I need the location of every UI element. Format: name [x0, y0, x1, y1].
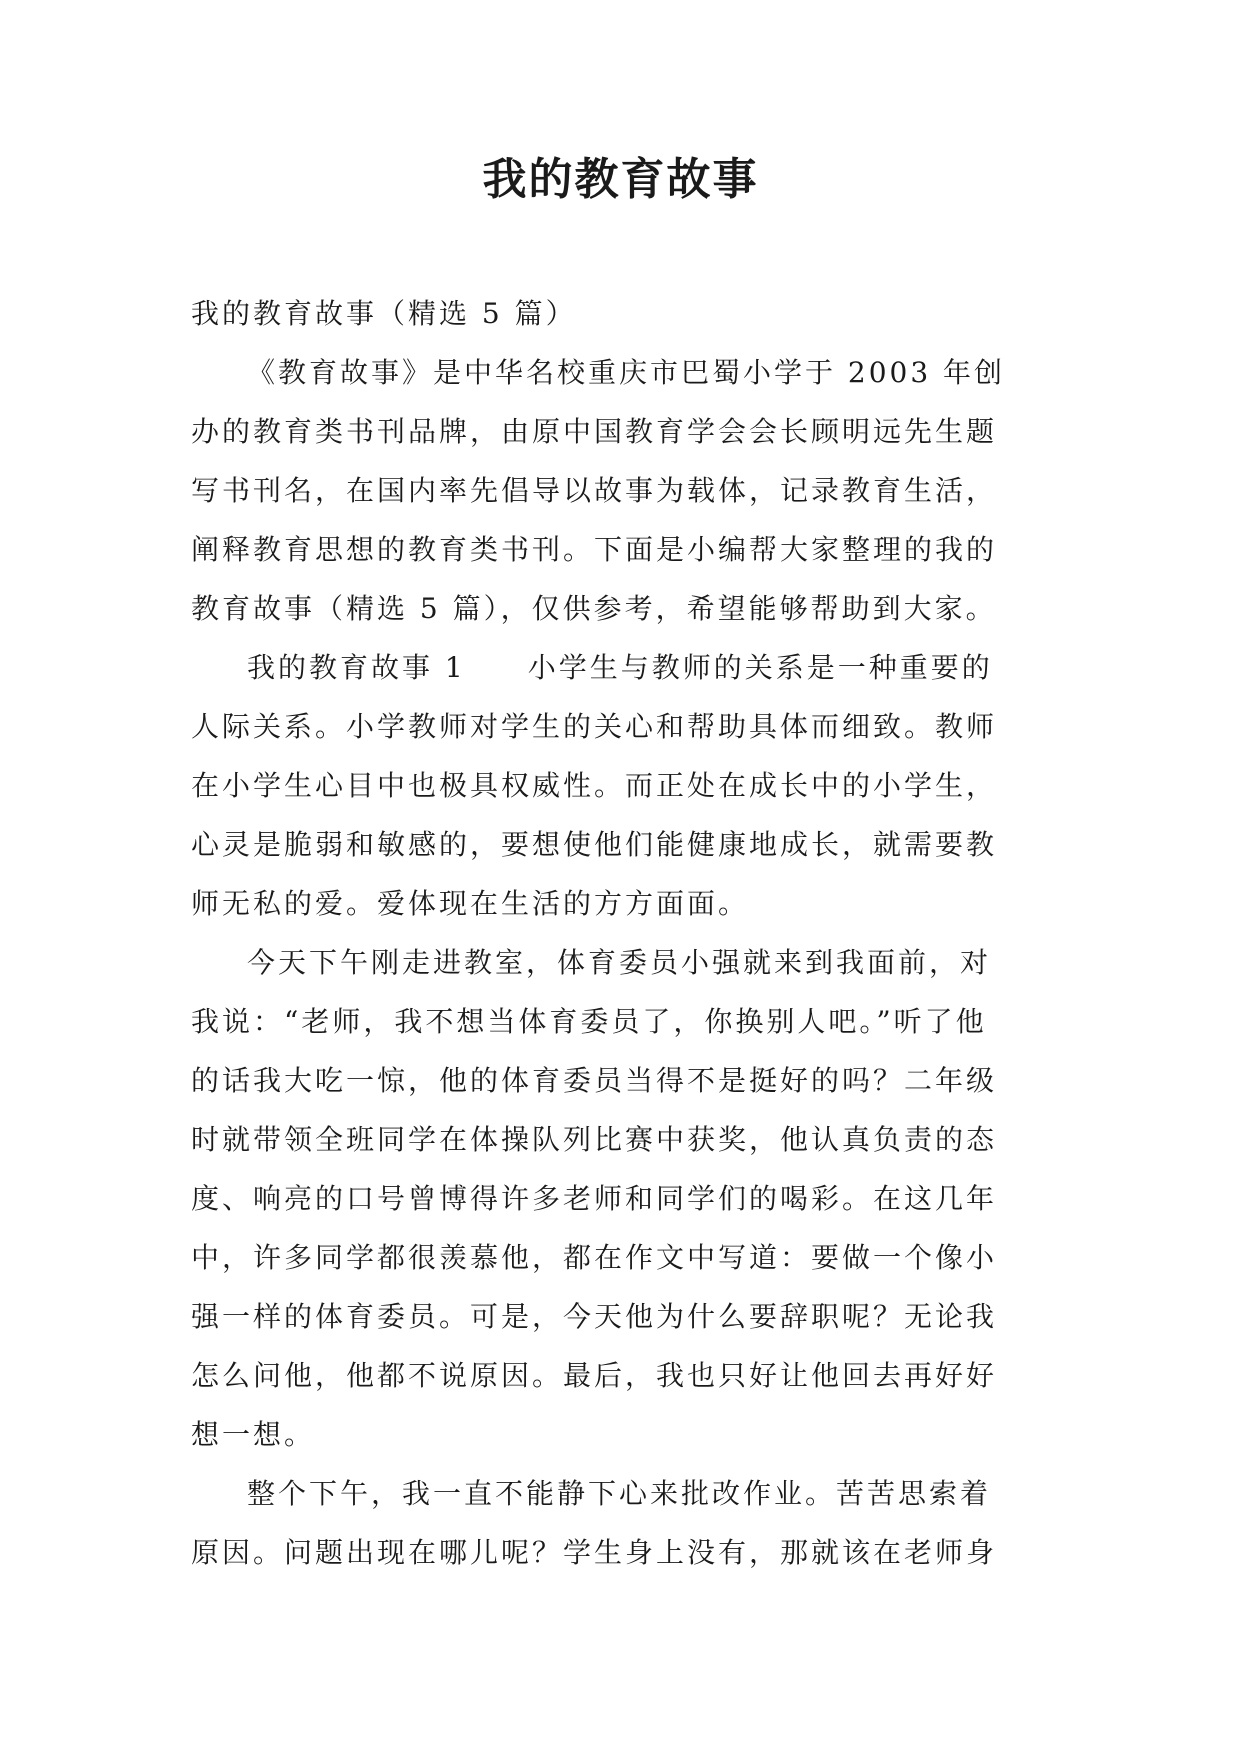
paragraph-line: 《教育故事》是中华名校重庆市巴蜀小学于 2003 年创: [247, 356, 1006, 389]
subtitle-line: 我的教育故事（精选 5 篇）: [191, 297, 577, 330]
paragraph-line: 阐释教育思想的教育类书刊。下面是小编帮大家整理的我的: [191, 533, 998, 566]
paragraph-line: 今天下午刚走进教室，体育委员小强就来到我面前，对: [247, 946, 992, 979]
paragraph-line: 的话我大吃一惊，他的体育委员当得不是挺好的吗？二年级: [191, 1064, 998, 1097]
paragraph-line: 强一样的体育委员。可是，今天他为什么要辞职呢？无论我: [191, 1300, 998, 1333]
paragraph-line: 时就带领全班同学在体操队列比赛中获奖，他认真负责的态: [191, 1123, 998, 1156]
paragraph-line: 写书刊名，在国内率先倡导以故事为载体，记录教育生活，: [191, 474, 998, 507]
paragraph-line: 中，许多同学都很羡慕他，都在作文中写道：要做一个像小: [191, 1241, 998, 1274]
paragraph-line: 教育故事（精选 5 篇），仅供参考，希望能够帮助到大家。: [191, 592, 997, 625]
paragraph-line: 人际关系。小学教师对学生的关心和帮助具体而细致。教师: [191, 710, 998, 743]
paragraph-line: 在小学生心目中也极具权威性。而正处在成长中的小学生，: [191, 769, 998, 802]
document-body: [191, 284, 1051, 1582]
paragraph-line: 原因。问题出现在哪儿呢？学生身上没有，那就该在老师身: [191, 1536, 998, 1569]
paragraph-line: 整个下午，我一直不能静下心来批改作业。苦苦思索着: [247, 1477, 992, 1510]
paragraph-line: 我说：“老师，我不想当体育委员了，你换别人吧。”听了他: [191, 1005, 987, 1038]
document-title: 我的教育故事: [482, 154, 759, 205]
paragraph-line: 怎么问他，他都不说原因。最后，我也只好让他回去再好好: [191, 1359, 998, 1392]
paragraph-line: 想一想。: [191, 1418, 316, 1451]
paragraph-line: 心灵是脆弱和敏感的，要想使他们能健康地成长，就需要教: [191, 828, 998, 861]
paragraph-line: 我的教育故事 1 小学生与教师的关系是一种重要的: [247, 651, 993, 684]
paragraph-line: 办的教育类书刊品牌，由原中国教育学会会长顾明远先生题: [191, 415, 998, 448]
paragraph-line: 度、响亮的口号曾博得许多老师和同学们的喝彩。在这几年: [191, 1182, 998, 1215]
paragraph-line: 师无私的爱。爱体现在生活的方方面面。: [191, 887, 750, 920]
